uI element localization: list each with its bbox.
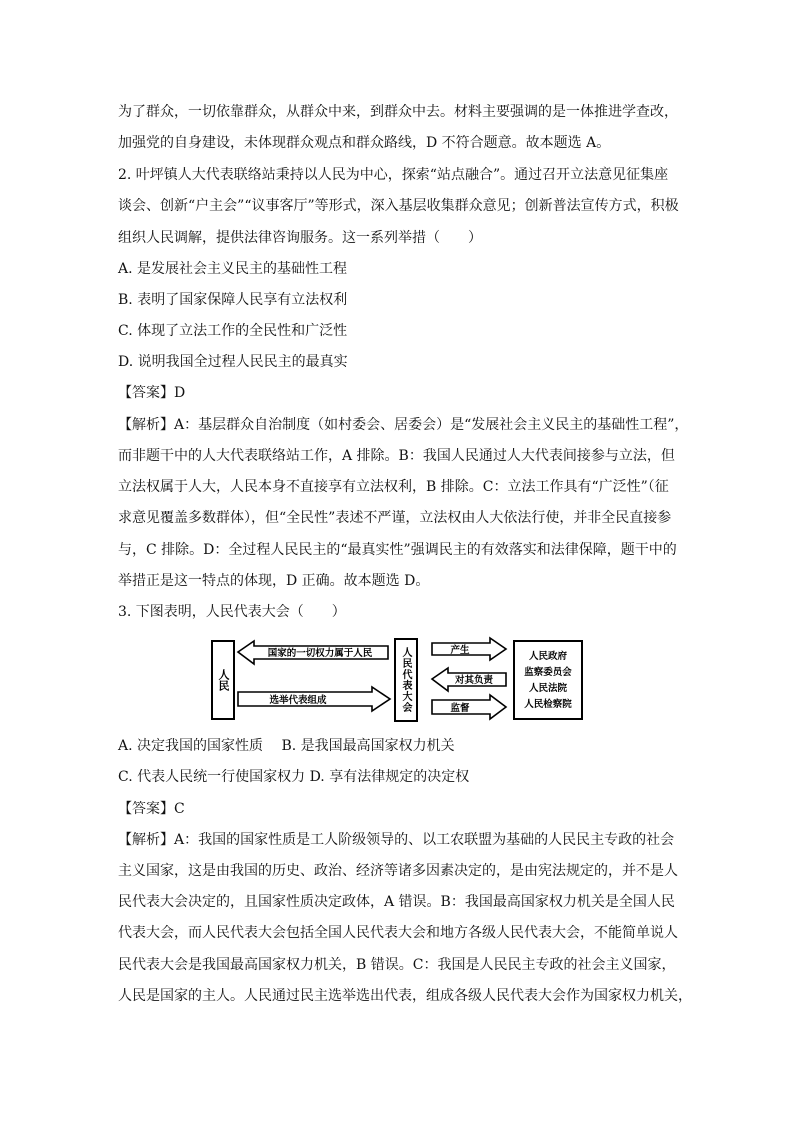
analysis-text: 人民是国家的主人。人民通过民主选举选出代表，组成各级人民代表大会作为国家权力机关， xyxy=(118,988,692,1004)
npc-label: 人民代表大会 xyxy=(400,647,411,713)
arrow-supervise-label: 监督 xyxy=(450,703,470,714)
organ-court: 人民法院 xyxy=(528,683,568,694)
option-b: B. 表明了国家保障人民享有立法权利 xyxy=(118,292,348,308)
text-line: 组织人民调解，提供法律咨询服务。这一系列举措（ ） xyxy=(118,230,482,246)
people-label: 人民 xyxy=(217,669,230,691)
arrow-responsible-label: 对其负责 xyxy=(454,675,494,686)
options-ab: A. 决定我国的国家性质 B. 是我国最高国家权力机关 xyxy=(118,738,455,754)
analysis-text: 举措正是这一特点的体现，D 正确。故本题选 D。 xyxy=(118,573,430,589)
answer-label: 【答案】D xyxy=(118,385,186,401)
analysis-text: 民代表大会是我国最高国家权力机关，B 错误。C：我国是人民民主专政的社会主义国家， xyxy=(118,957,676,973)
npc-diagram xyxy=(210,635,590,725)
question-2-stem: 2. 叶坪镇人大代表联络站秉持以人民为中心，探索“站点融合”。通过召开立法意见征集座 xyxy=(118,167,669,183)
options-cd: C. 代表人民统一行使国家权力 D. 享有法律规定的决定权 xyxy=(118,769,470,785)
analysis-text: 求意见覆盖多数群体），但“全民性”表述不严谨，立法权由人大依法行使，并非全民直接参 xyxy=(118,510,672,526)
question-3-stem: 3. 下图表明，人民代表大会（ ） xyxy=(118,604,346,620)
analysis-text: 代表大会，而人民代表大会包括全国人民代表大会和地方各级人民代表大会，不能简单说人 xyxy=(118,925,678,941)
analysis-text: 立法权属于人大，人民本身不直接享有立法权利，B 排除。C：立法工作具有“广泛性”（征 xyxy=(118,479,669,495)
analysis-text: 主义国家，这是由我国的历史、政治、经济等诸多因素决定的，是由宪法规定的，并不是人 xyxy=(118,863,678,879)
text-line: 谈会、创新“户主会”“议事客厅”等形式，深入基层收集群众意见；创新普法宣传方式，积极 xyxy=(118,198,679,214)
organ-gov: 人民政府 xyxy=(528,651,568,662)
arrow-power-label: 国家的一切权力属于人民 xyxy=(267,648,373,659)
analysis-text: 民代表大会决定的，且国家性质决定政体，A 错误。B：我国最高国家权力机关是全国人民 xyxy=(118,894,675,910)
analysis-text: 【解析】A：我国的国家性质是工人阶级领导的、以工农联盟为基础的人民民主专政的社会 xyxy=(118,832,675,848)
analysis-text: 与，C 排除。D：全过程人民民主的“最真实性”强调民主的有效落实和法律保障，题干中的 xyxy=(118,542,677,558)
organ-supervision: 监察委员会 xyxy=(524,667,572,678)
text-line: 加强党的自身建设，未体现群众观点和群众路线，D 不符合题意。故本题选 A。 xyxy=(118,135,611,151)
arrow-elect-label: 选举代表组成 xyxy=(269,695,327,706)
organ-procuratorate: 人民检察院 xyxy=(524,699,572,710)
option-d: D. 说明我国全过程人民民主的最真实 xyxy=(118,354,348,370)
analysis-text: 【解析】A：基层群众自治制度（如村委会、居委会）是“发展社会主义民主的基础性工程”， xyxy=(118,417,689,433)
answer-label: 【答案】C xyxy=(118,801,185,817)
arrow-produce-label: 产生 xyxy=(450,645,470,656)
option-c: C. 体现了立法工作的全民性和广泛性 xyxy=(118,323,348,339)
option-a: A. 是发展社会主义民主的基础性工程 xyxy=(118,261,348,277)
text-line: 为了群众，一切依靠群众，从群众中来，到群众中去。材料主要强调的是一体推进学查改， xyxy=(118,104,678,120)
analysis-text: 而非题干中的人大代表联络站工作，A 排除。B：我国人民通过人大代表间接参与立法，但 xyxy=(118,448,675,464)
